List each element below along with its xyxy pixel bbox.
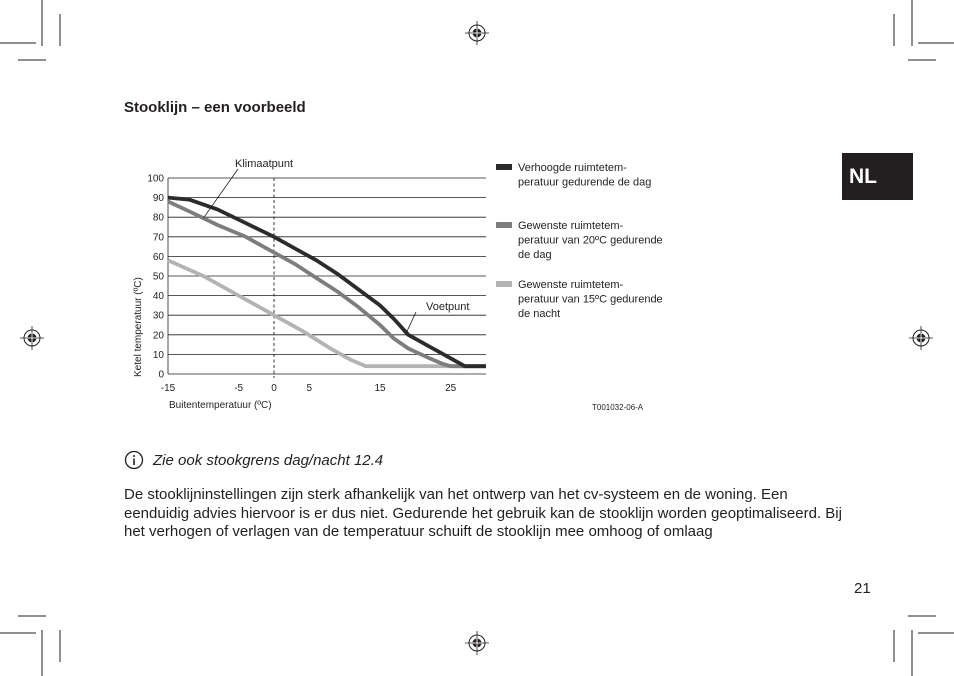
y-tick-label: 50 — [152, 271, 164, 283]
info-icon — [124, 450, 144, 470]
x-tick-label: -5 — [234, 383, 244, 394]
chart-series — [168, 198, 486, 367]
x-tick-label: 0 — [271, 383, 277, 394]
legend-label: Verhoogde ruimtetem- — [518, 162, 627, 174]
page-number: 21 — [854, 580, 871, 597]
note-text: Zie ook stookgrens dag/nacht 12.4 — [153, 451, 384, 469]
language-tab-label: NL — [849, 164, 877, 188]
x-tick-label: 5 — [306, 383, 313, 394]
chart-annotations — [203, 158, 469, 333]
body-paragraph: De stooklijninstellingen zijn sterk afhankelijk van het ontwerp van het cv-systeem en de woning. Een eenduidig advies hiervoor is er dus niet. Gedurende het gebruik kan de stooklijn worden geoptimaliseerd. Bij het verhogen of verlagen van de temperatuur schuift de stooklijn mee omhoog of omlaag — [124, 486, 842, 540]
y-tick-label: 80 — [152, 212, 164, 224]
legend-label: de nacht — [518, 308, 561, 320]
legend-label: peratuur van 20ºC gedurende — [518, 234, 663, 247]
legend-label: Gewenste ruimtetem- — [518, 279, 624, 291]
x-axis-label: Buitentemperatuur (ºC) — [169, 400, 272, 411]
legend-swatch — [496, 281, 512, 287]
y-tick-label: 100 — [147, 173, 164, 185]
chart-ticks — [147, 174, 456, 395]
y-tick-label: 10 — [152, 349, 164, 361]
annotation-klimaatpunt: Klimaatpunt — [235, 158, 294, 170]
x-tick-label: 25 — [445, 383, 457, 394]
y-tick-label: 30 — [152, 310, 164, 322]
y-tick-label: 70 — [152, 232, 164, 244]
y-tick-label: 40 — [152, 291, 164, 303]
y-tick-label: 0 — [158, 369, 164, 381]
legend-label: peratuur gedurende de dag — [518, 176, 652, 189]
note — [124, 450, 383, 470]
y-tick-label: 20 — [152, 330, 164, 342]
y-tick-label: 60 — [152, 251, 164, 263]
legend-swatch — [496, 222, 512, 228]
y-tick-label: 90 — [152, 193, 164, 205]
y-axis-label: Ketel temperatuur (ºC) — [133, 277, 144, 377]
legend-label: peratuur van 15ºC gedurende — [518, 293, 663, 306]
figure-code: T001032-06-A — [592, 403, 644, 412]
x-tick-label: -15 — [160, 383, 176, 394]
legend-label: de dag — [518, 249, 552, 261]
annotation-voetpunt: Voetpunt — [426, 301, 470, 313]
legend-swatch — [496, 164, 512, 170]
section-title: Stooklijn – een voorbeeld — [124, 99, 306, 116]
legend-label: Gewenste ruimtetem- — [518, 220, 624, 232]
chart-legend — [496, 162, 663, 320]
x-tick-label: 15 — [374, 383, 386, 394]
